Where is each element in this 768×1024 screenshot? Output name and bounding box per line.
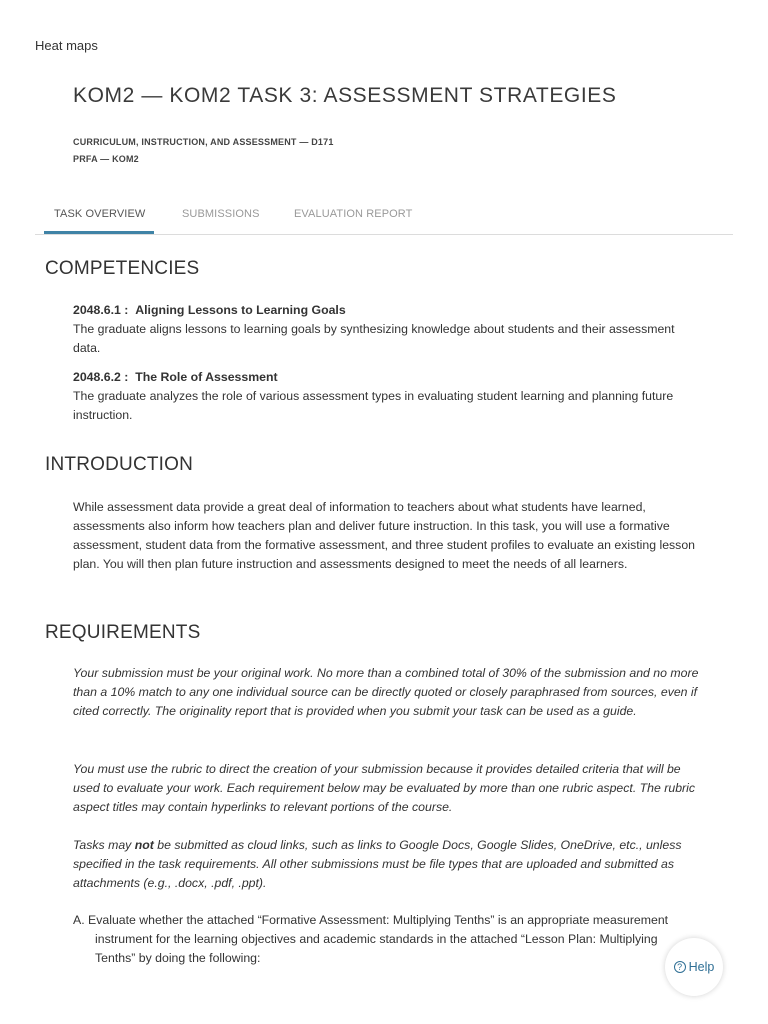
tab-evaluation-report[interactable]: EVALUATION REPORT (294, 208, 413, 220)
tab-task-overview[interactable]: TASK OVERVIEW (54, 208, 146, 220)
competency-title-row (73, 301, 703, 320)
submission-format-paragraph (73, 836, 703, 893)
competency-code: 2048.6.2 : (73, 370, 129, 384)
active-tab-indicator (44, 231, 154, 234)
para-text: Tasks may (73, 838, 135, 852)
task-meta (73, 134, 334, 168)
competencies-heading: COMPETENCIES (45, 258, 200, 279)
tab-submissions[interactable]: SUBMISSIONS (182, 208, 260, 220)
competency-description: The graduate analyzes the role of various assessment types in evaluating student learning and planning future instruction. (73, 389, 674, 422)
question-circle-icon: ? (674, 961, 686, 973)
introduction-heading: INTRODUCTION (45, 454, 194, 475)
breadcrumb[interactable]: Heat maps (35, 38, 98, 53)
competency-item (73, 368, 703, 425)
course-label: CURRICULUM, INSTRUCTION, AND ASSESSMENT — D171 (73, 137, 334, 147)
requirements-heading: REQUIREMENTS (45, 622, 201, 643)
help-label: Help (688, 960, 715, 974)
requirement-a: A. Evaluate whether the attached “Formative Assessment: Multiplying Tenths” is an appropriate measurement instrument for the learning objectives and academic standards in the attached “Lesson Plan: Multiplying Tenths” by doing the following: (73, 913, 669, 965)
competency-title: The Role of Assessment (135, 370, 278, 384)
competency-description: The graduate aligns lessons to learning goals by synthesizing knowledge about students and their assessment data. (73, 322, 675, 355)
help-button[interactable] (665, 938, 723, 996)
competency-code: 2048.6.1 : (73, 303, 129, 317)
program-label: PRFA — KOM2 (73, 154, 139, 164)
tab-bar (35, 200, 733, 235)
competency-title: Aligning Lessons to Learning Goals (135, 303, 346, 317)
para-text: be submitted as cloud links, such as links to Google Docs, Google Slides, OneDrive, etc., unless specified in the task requirements. All other submissions must be file types that are uploaded and submitted as attachments (e.g., .docx, .pdf, .ppt). (73, 838, 682, 890)
rubric-paragraph: You must use the rubric to direct the creation of your submission because it provides detailed criteria that will be used to evaluate your work. Each requirement below may be evaluated by more than one rubric aspect. The rubric aspect titles may contain hyperlinks to relevant portions of the course. (73, 762, 696, 814)
introduction-text: While assessment data provide a great deal of information to teachers about what students have learned, assessments also inform how teachers plan and deliver future instruction. In this task, you will use a formative assessment, student data from the formative assessment, and three student profiles to evaluate an existing lesson plan. You will then plan future instruction and assessments designed to meet the needs of all learners. (73, 500, 696, 571)
page-title: KOM2 — KOM2 TASK 3: ASSESSMENT STRATEGIES (73, 84, 617, 107)
competency-title-row (73, 368, 703, 387)
emphasis-not: not (134, 838, 154, 852)
originality-paragraph: Your submission must be your original work. No more than a combined total of 30% of the submission and no more than a 10% match to any one individual source can be directly quoted or closely paraphrased from sources, even if cited correctly. The originality report that is provided when you submit your task can be used as a guide. (73, 666, 699, 718)
competency-item (73, 301, 703, 358)
